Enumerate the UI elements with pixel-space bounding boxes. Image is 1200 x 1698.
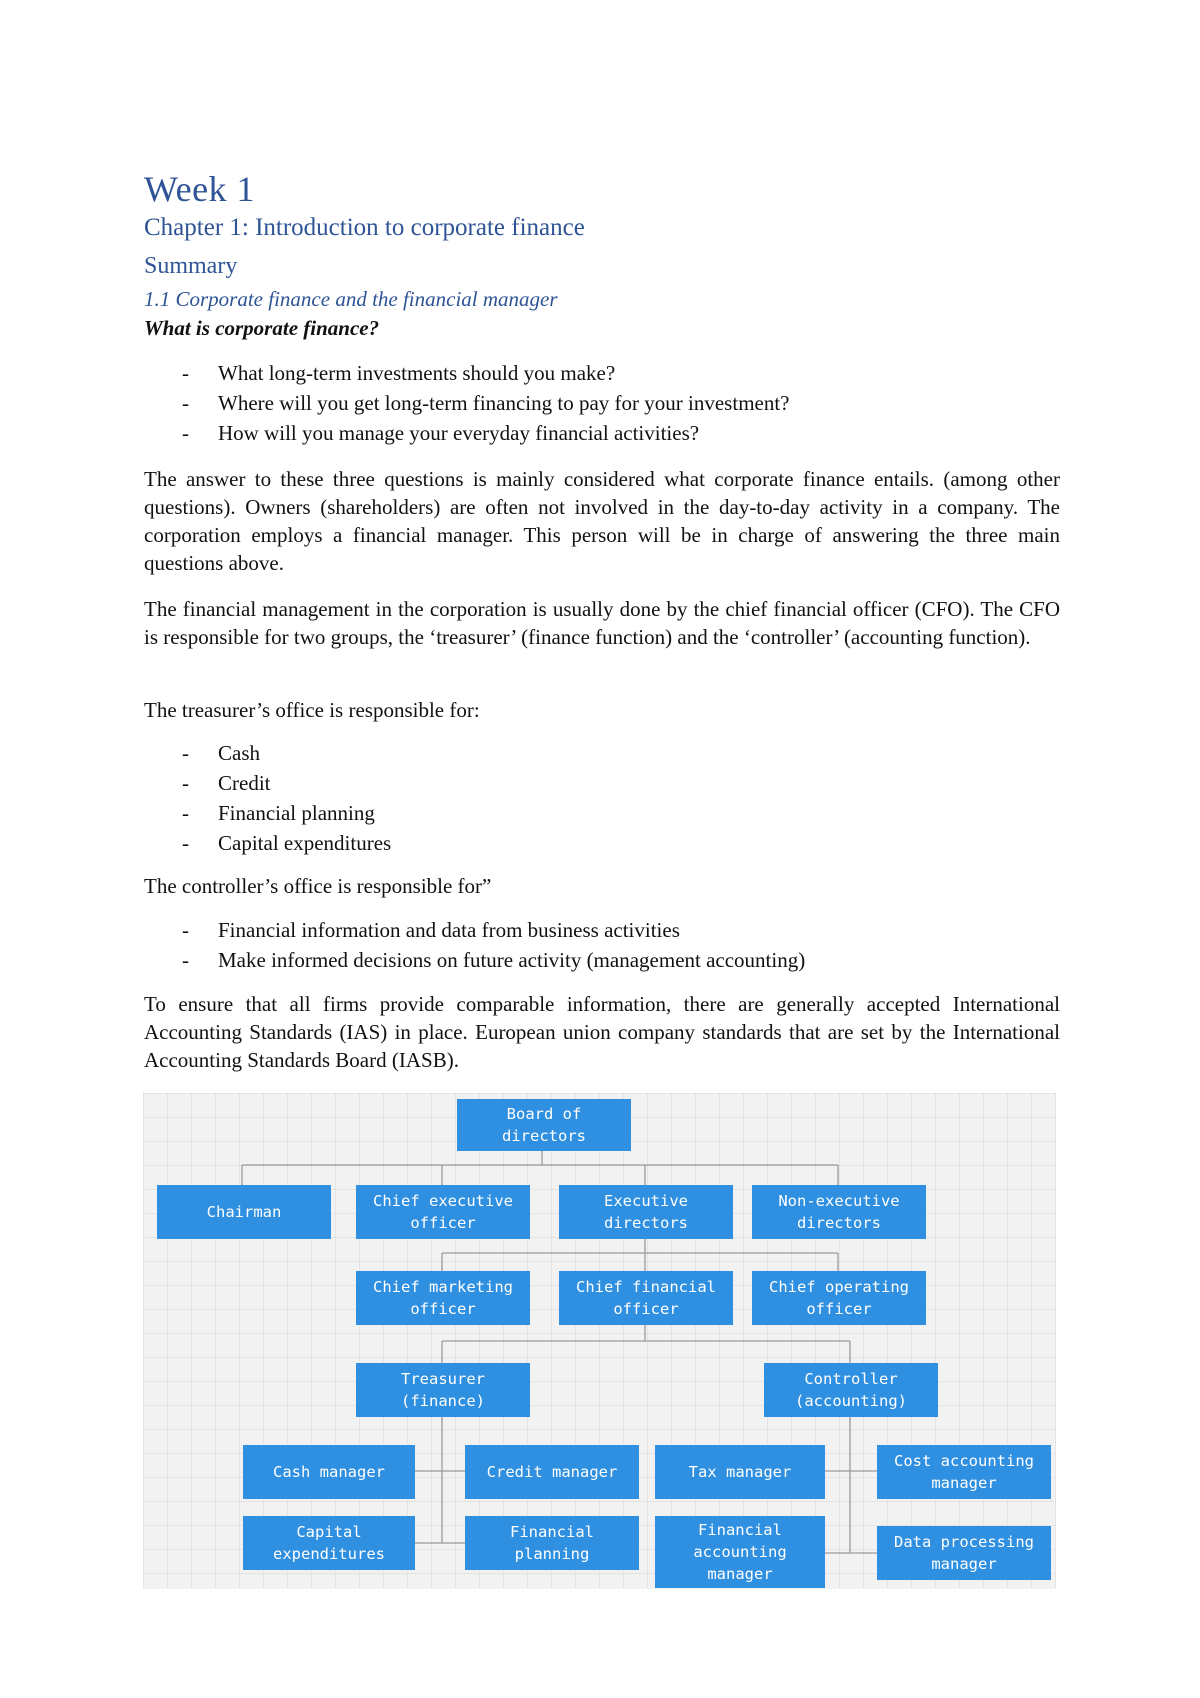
subquestion-heading: What is corporate finance? <box>144 316 380 340</box>
controller-list <box>180 915 805 975</box>
cmo-node: Chief marketing officer <box>356 1271 530 1325</box>
cash-manager-node: Cash manager <box>243 1445 415 1499</box>
org-chart <box>143 1093 1056 1589</box>
list-item: - What long-term investments should you make? <box>180 358 790 388</box>
paragraph-cfo: The financial management in the corporation is usually done by the chief financial officer (CFO). The CFO is responsible for two groups, the ‘treasurer’ (finance function) and the ‘controller’ (accounting function). <box>144 597 1060 649</box>
tax-manager-node: Tax manager <box>655 1445 825 1499</box>
list-item: - Where will you get long-term financing to pay for your investment? <box>180 388 790 418</box>
chapter-title: Chapter 1: Introduction to corporate finance <box>144 214 585 241</box>
executive-directors-node: Executive directors <box>559 1185 733 1239</box>
list-item: - Financial information and data from business activities <box>180 915 805 945</box>
credit-manager-node: Credit manager <box>465 1445 639 1499</box>
cfo-node: Chief financial officer <box>559 1271 733 1325</box>
dash-bullet: - <box>182 421 189 445</box>
dash-bullet: - <box>182 918 189 942</box>
chairman-node: Chairman <box>157 1185 331 1239</box>
board-of-directors-node: Board of directors <box>457 1099 631 1151</box>
dash-bullet: - <box>182 948 189 972</box>
cost-accounting-manager-node: Cost accounting manager <box>877 1445 1051 1499</box>
ceo-node: Chief executive officer <box>356 1185 530 1239</box>
treasurer-list <box>180 738 391 858</box>
week-title: Week 1 <box>144 169 256 209</box>
dash-bullet: - <box>182 831 189 855</box>
paragraph-ias: To ensure that all firms provide comparable information, there are generally accepted International Accounting Standards (IAS) in place. European union company standards that are set by the International Accounting Standards Board (IASB). <box>144 992 1060 1072</box>
financial-accounting-manager-node: Financial accounting manager <box>655 1516 825 1588</box>
list-item: - Make informed decisions on future activity (management accounting) <box>180 945 805 975</box>
paragraph-controller: The controller’s office is responsible for” <box>144 874 492 898</box>
dash-bullet: - <box>182 801 189 825</box>
list-item: - Financial planning <box>180 798 391 828</box>
org-chart-connectors <box>143 1093 1056 1589</box>
dash-bullet: - <box>182 741 189 765</box>
paragraph-intro: The answer to these three questions is mainly considered what corporate finance entails. (among other questions). Owners (shareholders) are often not involved in the day-to-day activity in a company. The corporation employs a financial manager. This person will be in charge of answering the three main questions above. <box>144 467 1060 575</box>
paragraph-treasurer: The treasurer’s office is responsible for: <box>144 698 480 722</box>
list-item: - How will you manage your everyday financial activities? <box>180 418 790 448</box>
financial-planning-node: Financial planning <box>465 1516 639 1570</box>
data-processing-manager-node: Data processing manager <box>877 1526 1051 1580</box>
dash-bullet: - <box>182 391 189 415</box>
dash-bullet: - <box>182 361 189 385</box>
coo-node: Chief operating officer <box>752 1271 926 1325</box>
non-executive-directors-node: Non-executive directors <box>752 1185 926 1239</box>
treasurer-node: Treasurer (finance) <box>356 1363 530 1417</box>
capital-expenditures-node: Capital expenditures <box>243 1516 415 1570</box>
section-heading: 1.1 Corporate finance and the financial manager <box>144 287 558 311</box>
list-item: - Cash <box>180 738 391 768</box>
summary-heading: Summary <box>144 253 238 279</box>
controller-node: Controller (accounting) <box>764 1363 938 1417</box>
list-item: - Credit <box>180 768 391 798</box>
dash-bullet: - <box>182 771 189 795</box>
list-item: - Capital expenditures <box>180 828 391 858</box>
questions-list <box>180 358 790 448</box>
